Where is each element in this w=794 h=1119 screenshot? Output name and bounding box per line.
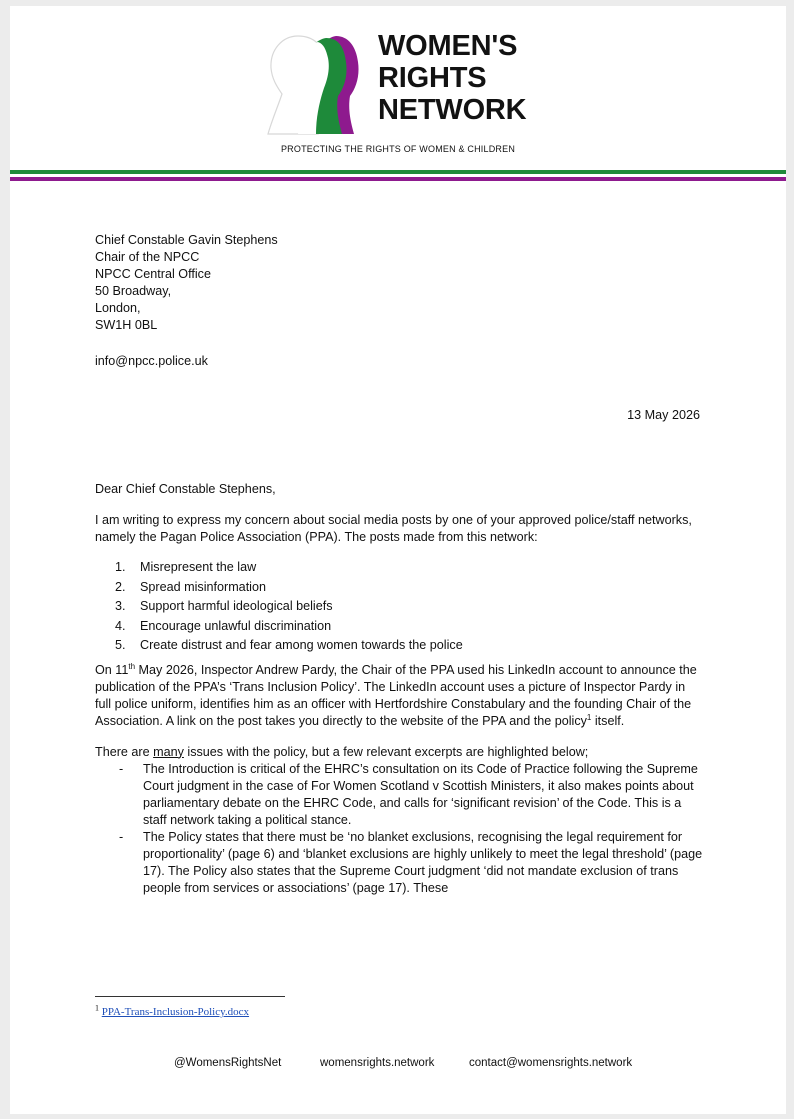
logo-line: WOMEN'S bbox=[378, 30, 518, 62]
women-silhouettes-icon bbox=[258, 28, 378, 140]
address-line: 50 Broadway, bbox=[95, 284, 172, 298]
footnote-divider bbox=[95, 996, 285, 997]
policy-document-link[interactable]: PPA-Trans-Inclusion-Policy.docx bbox=[101, 1006, 250, 1018]
logo-wordmark bbox=[378, 30, 526, 126]
salutation: Dear Chief Constable Stephens, bbox=[95, 482, 276, 496]
recipient-email: info@npcc.police.uk bbox=[95, 354, 208, 368]
address-line: Chief Constable Gavin Stephens bbox=[95, 233, 278, 247]
footer-website[interactable]: womensrights.network bbox=[320, 1057, 435, 1069]
intro-paragraph: I am writing to express my concern about social media posts by one of your approved police/staff networks, namely the Pagan Police Association (PPA). The posts made from this network: bbox=[95, 513, 692, 544]
concerns-list bbox=[95, 558, 703, 656]
linkedin-paragraph: On 11th May 2026, Inspector Andrew Pardy, the Chair of the PPA used his LinkedIn account to announce the publication of the PPA’s ‘Trans Inclusion Policy’. The LinkedIn account uses a picture of Inspector Pardy in full police uniform, identifies him as an officer with Hertfordshire Constabulary and the founding Chair of the Association. A link on the post takes you directly to the website of the PPA and the policy$^1$ itself. bbox=[95, 661, 697, 728]
recipient-address bbox=[95, 232, 278, 334]
list-item: 2. Spread misinformation bbox=[129, 578, 703, 598]
address-line: Chair of the NPCC bbox=[95, 250, 200, 264]
list-item: 1. Misrepresent the law bbox=[129, 558, 703, 578]
list-item: - The Introduction is critical of the EHRC’s consultation on its Code of Practice following the Supreme Court judgment in the case of For Women Scotland v Scottish Ministers, it also makes points about parliamentary debate on the EHRC Code, and calls for ‘significant revision’ of the Code. This is a staff network taking a political stance. bbox=[119, 761, 703, 829]
footnote bbox=[95, 1003, 250, 1018]
footnote-number: 1 bbox=[95, 1003, 99, 1013]
footnote-ref: 1 bbox=[586, 712, 592, 722]
list-item: 5. Create distrust and fear among women towards the police bbox=[129, 636, 703, 656]
list-item: - The Policy states that there must be ‘no blanket exclusions, recognising the legal requirement for proportionality’ (page 6) and ‘blanket exclusions are highly unlikely to meet the legal threshold’ (page 17). The Policy also states that the Supreme Court judgment ‘did not mandate exclusion of trans people from services or associations’ (page 17). These bbox=[119, 829, 703, 897]
letter-date: 13 May 2026 bbox=[627, 408, 700, 422]
address-line: SW1H 0BL bbox=[95, 318, 158, 332]
footer-twitter[interactable]: @WomensRightsNet bbox=[174, 1057, 282, 1069]
list-item: 3. Support harmful ideological beliefs bbox=[129, 597, 703, 617]
address-line: NPCC Central Office bbox=[95, 267, 211, 281]
logo-line: NETWORK bbox=[378, 94, 527, 126]
tagline: PROTECTING THE RIGHTS OF WOMEN & CHILDREN bbox=[280, 144, 516, 154]
purple-divider bbox=[10, 177, 786, 181]
letter-page bbox=[10, 6, 786, 1114]
address-line: London, bbox=[95, 301, 141, 315]
logo-line: RIGHTS bbox=[378, 62, 487, 94]
green-divider bbox=[10, 170, 786, 174]
excerpts-list bbox=[95, 761, 703, 897]
issues-paragraph: There are many issues with the policy, but a few relevant excerpts are highlighted below; bbox=[95, 744, 589, 759]
list-item: 4. Encourage unlawful discrimination bbox=[129, 617, 703, 637]
letter-body bbox=[95, 481, 703, 897]
wrn-logo bbox=[258, 28, 558, 140]
footer-email[interactable]: contact@womensrights.network bbox=[469, 1057, 633, 1069]
